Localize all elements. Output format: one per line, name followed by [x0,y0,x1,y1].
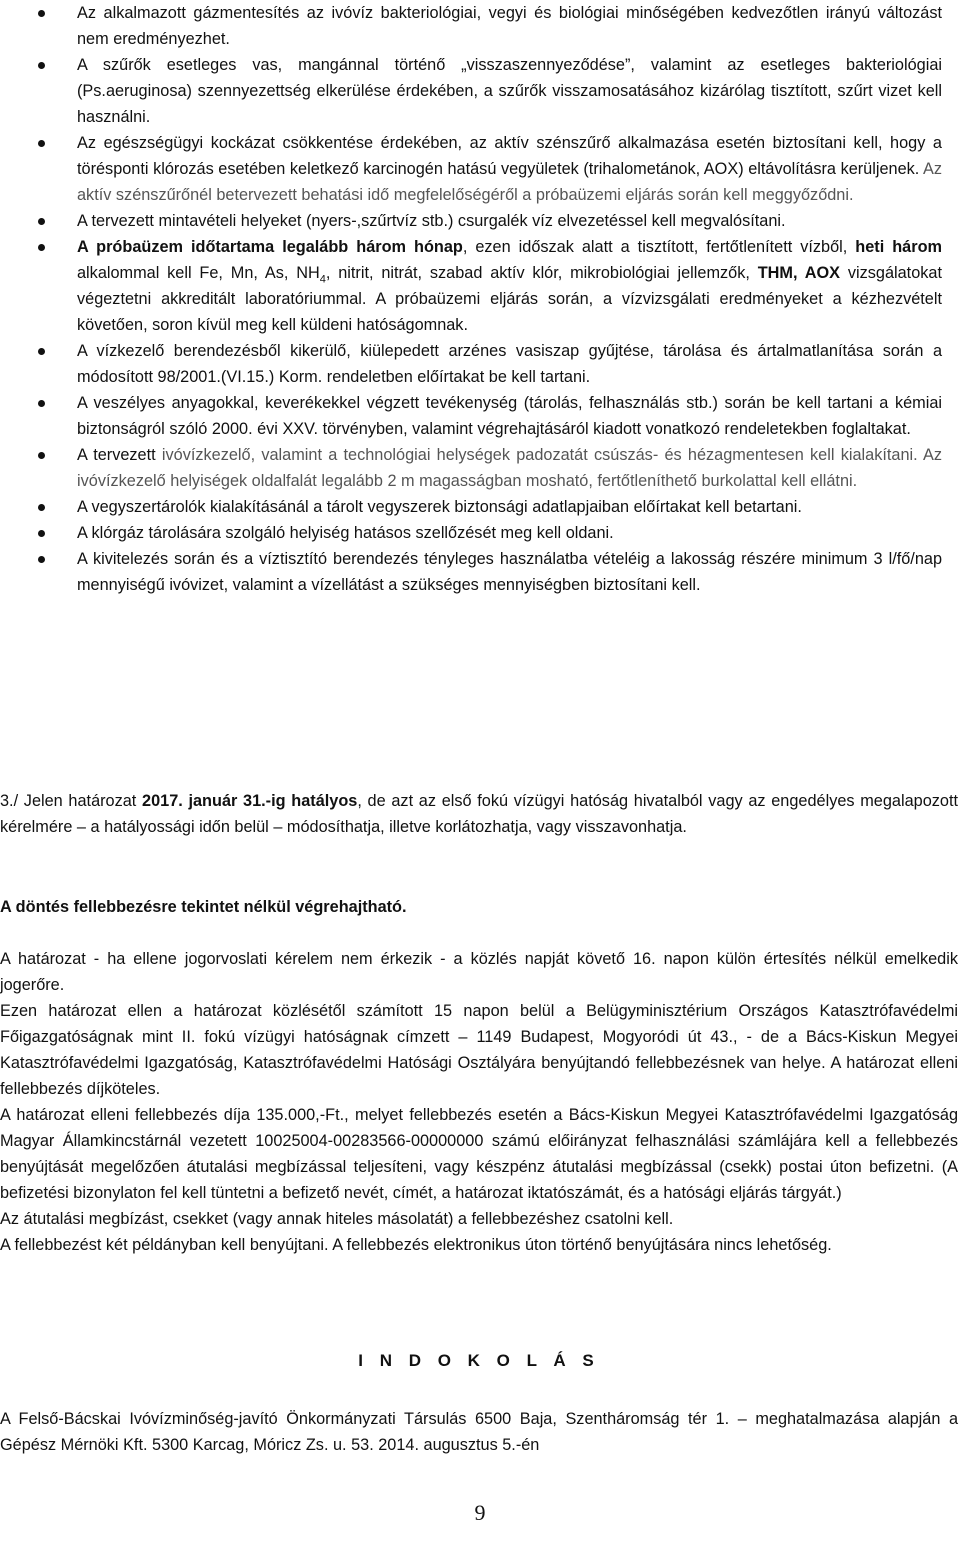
list-item: Az egészségügyi kockázat csökkentése érdekében, az aktív szénszűrő alkalmazása esetén biztosítani kell, hogy a törésponti klórozás esetében keletkező karcinogén hatású vegyületek (trihalometánok, AOX) eltávolításra kerüljenek. Az aktív szénszűrőnél betervezett behatási idő megfelelőségéről a próbaüzemi eljárás során kell meggyőződni. [0,130,942,208]
enforceability-note: A döntés fellebbezésre tekintet nélkül végrehajtható. [0,898,407,916]
appeal-paragraph: Ezen határozat ellen a határozat közlésétől számított 15 napon belül a Belügyminisztérium Országos Katasztrófavédelmi Főigazgatóságnak mint II. fokú vízügyi hatóságnak címzett – 1149 Budapest, Mogyoródi út 43., - de a Bács-Kiskun Megyei Katasztrófavédelmi Igazgatóság, Katasztrófavédelmi Hatósági Osztályára benyújtandó fellebbezésnek van helye. A határozat elleni fellebbezés díjköteles. [0,1002,958,1098]
list-item: A tervezett mintavételi helyeket (nyers-,szűrtvíz stb.) csurgalék víz elvezetéssel kell megvalósítani. [0,208,942,234]
list-item: A veszélyes anyagokkal, keverékekkel végzett tevékenység (tárolás, felhasználás stb.) során be kell tartani a kémiai biztonságról szóló 2000. évi XXV. törvényben, valamint végrehajtásáról kiadott vonatkozó rendeletekben foglaltakat. [0,390,942,442]
reasoning-paragraph: A Felső-Bácskai Ivóvízminőség-javító Önkormányzati Társulás 6500 Baja, Szentháromság tér 1. – meghatalmazása alapján a Gépész Mérnöki Kft. 5300 Karcag, Móricz Zs. u. 53. 2014. augusztus 5.-én [0,1410,958,1454]
list-item: A próbaüzem időtartama legalább három hónap, ezen időszak alatt a tisztított, fertőtlenített vízből, heti három alkalommal kell Fe, Mn, As, $NH_4$, nitrit, nitrát, szabad aktív klór, mikrobiológiai jellemzők, THM, AOX vizsgálatokat végeztetni akkreditált laboratóriummal. A próbaüzemi eljárás során, a vízvizsgálati eredményeket a kézhezvételt követően, soron kívül meg kell küldeni hatóságomnak. [0,234,942,338]
list-item: Az alkalmazott gázmentesítés az ivóvíz bakteriológiai, vegyi és biológiai minőségében kedvezőtlen irányú változást nem eredményezhet. [0,0,942,52]
appeal-section [0,946,958,1258]
list-item: A vegyszertárolók kialakításánál a tárolt vegyszerek biztonsági adatlapjaiban előírtakat kell betartani. [0,494,942,520]
requirements-list [0,0,942,598]
fee-paragraph: A határozat elleni fellebbezés díja 135.000,-Ft., melyet fellebbezés esetén a Bács-Kiskun Megyei Katasztrófavédelmi Igazgatóság Magyar Államkincstárnál vezetett 10025004-00283566-00000000 számú előirányzat felhasználási számlájára kell a fellebbezés benyújtását megelőzően átutalási megbízással teljesíteni, vagy készpénz átutalási megbízással (csekk) postai úton befizetni. (A befizetési bizonylaton fel kell tüntetni a befizető nevét, címét, a határozat iktatószámát, és a hatósági eljárás tárgyát.) [0,1106,958,1202]
list-item: A kivitelezés során és a víztisztító berendezés tényleges használatba vételéig a lakosság részére minimum 3 l/fő/nap mennyiségű ivóvizet, valamint a vízellátást a szükséges mennyiségben biztosítani kell. [0,546,942,598]
transfer-paragraph: Az átutalási megbízást, csekket (vagy annak hiteles másolatát) a fellebbezéshez csatolni kell. [0,1210,674,1228]
list-item: A szűrők esetleges vas, mangánnal történő „visszaszennyeződése”, valamint az esetleges bakteriológiai (Ps.aeruginosa) szennyezettség elkerülése érdekében, a szűrők visszamosatásához kizárólag tisztított, szűrt vizet kell használni. [0,52,942,130]
list-item: A tervezett ivóvízkezelő, valamint a technológiai helységek padozatát csúszás- és hézagmentesen kell kialakítani. Az ivóvízkezelő helyiségek oldalfalát legalább 2 m magasságban mosható, fertőtleníthető burkolattal kell ellátni. [0,442,942,494]
section-heading: I N D O K O L Á S [358,1351,600,1370]
finality-paragraph: A határozat - ha ellene jogorvoslati kérelem nem érkezik - a közlés napját követő 16. napon külön értesítés nélkül emelkedik jogerőre. [0,950,958,994]
copies-paragraph: A fellebbezést két példányban kell benyújtani. A fellebbezés elektronikus úton történő benyújtására nincs lehetőség. [0,1236,832,1254]
page-number: 9 [474,1500,486,1525]
validity-paragraph: 3./ Jelen határozat 2017. január 31.-ig hatályos, de azt az első fokú vízügyi hatóság hivatalból vagy az engedélyes megalapozott kérelmére – a hatályossági időn belül – módosíthatja, illetve korlátozhatja, vagy visszavonhatja. [0,792,958,836]
list-item: A klórgáz tárolására szolgáló helyiség hatásos szellőzését meg kell oldani. [0,520,942,546]
list-item: A vízkezelő berendezésből kikerülő, kiülepedett arzénes vasiszap gyűjtése, tárolása és ártalmatlanítása során a módosított 98/2001.(VI.15.) Korm. rendeletben előírtakat be kell tartani. [0,338,942,390]
